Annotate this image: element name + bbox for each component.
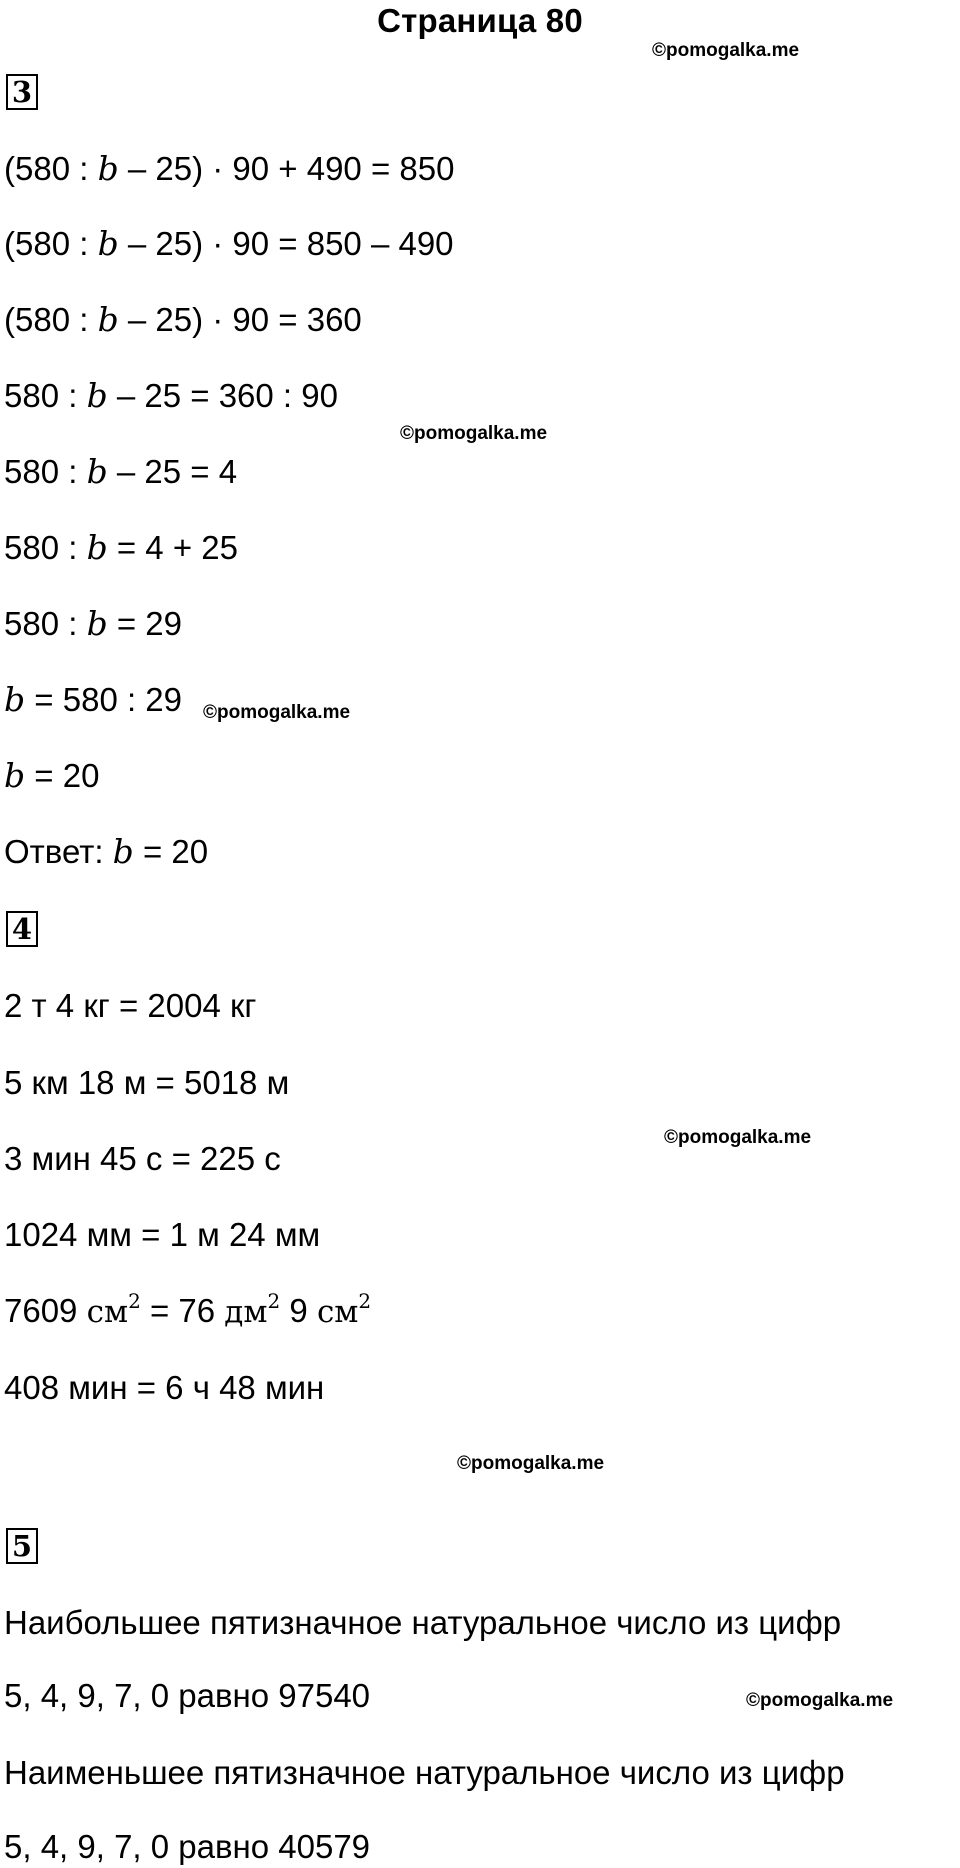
conversion-line: 408 мин = 6 ч 48 мин <box>4 1369 325 1406</box>
variable-b: b <box>86 376 108 415</box>
equation-line: (580 : b – 25) · 90 = 360 <box>4 300 362 339</box>
variable-b: b <box>112 832 134 871</box>
equation-line: b = 580 : 29 <box>4 680 183 719</box>
conversion-line: 5 км 18 м = 5018 м <box>4 1064 290 1101</box>
watermark: ©pomogalka.me <box>400 423 548 444</box>
text-line: Наименьшее пятизначное натуральное число из цифр <box>4 1754 845 1791</box>
watermark: ©pomogalka.me <box>746 1690 894 1711</box>
task-number-badge: 4 <box>6 911 38 947</box>
equation-line: 580 : b – 25 = 4 <box>4 452 238 491</box>
conversion-line: 1024 мм = 1 м 24 мм <box>4 1216 321 1253</box>
text-line: 5, 4, 9, 7, 0 равно 40579 <box>4 1828 371 1865</box>
variable-b: b <box>97 149 119 188</box>
text-line: 5, 4, 9, 7, 0 равно 97540 <box>4 1677 371 1714</box>
page-title: Страница 80 <box>377 2 583 39</box>
variable-b: b <box>4 756 26 795</box>
variable-b: b <box>97 224 119 263</box>
variable-b: b <box>86 452 108 491</box>
equation-line: 580 : b = 29 <box>4 604 183 643</box>
text-line: Наибольшее пятизначное натуральное число из цифр <box>4 1604 842 1641</box>
equation-line: (580 : b – 25) · 90 + 490 = 850 <box>4 149 455 188</box>
watermark: ©pomogalka.me <box>203 702 351 723</box>
equation-line: 580 : b = 4 + 25 <box>4 528 238 567</box>
variable-b: b <box>97 300 119 339</box>
task-number-badge: 5 <box>6 1528 38 1564</box>
equation-line: (580 : b – 25) · 90 = 850 – 490 <box>4 224 454 263</box>
watermark: ©pomogalka.me <box>664 1127 812 1148</box>
watermark: ©pomogalka.me <box>457 1453 605 1474</box>
equation-line: 580 : b – 25 = 360 : 90 <box>4 376 338 415</box>
variable-b: b <box>86 604 108 643</box>
variable-b: b <box>86 528 108 567</box>
conversion-line: 7609 $см^2 = 76$ $дм^2$ 9 $см^2$ <box>4 1289 372 1330</box>
answer-line: Ответ: b = 20 <box>4 832 209 871</box>
equation-line: b = 20 <box>4 756 100 795</box>
variable-b: b <box>4 680 26 719</box>
task-number-badge: 3 <box>6 74 38 110</box>
conversion-line: 2 т 4 кг = 2004 кг <box>4 987 257 1024</box>
watermark: ©pomogalka.me <box>652 40 800 61</box>
conversion-line: 3 мин 45 с = 225 с <box>4 1140 281 1177</box>
